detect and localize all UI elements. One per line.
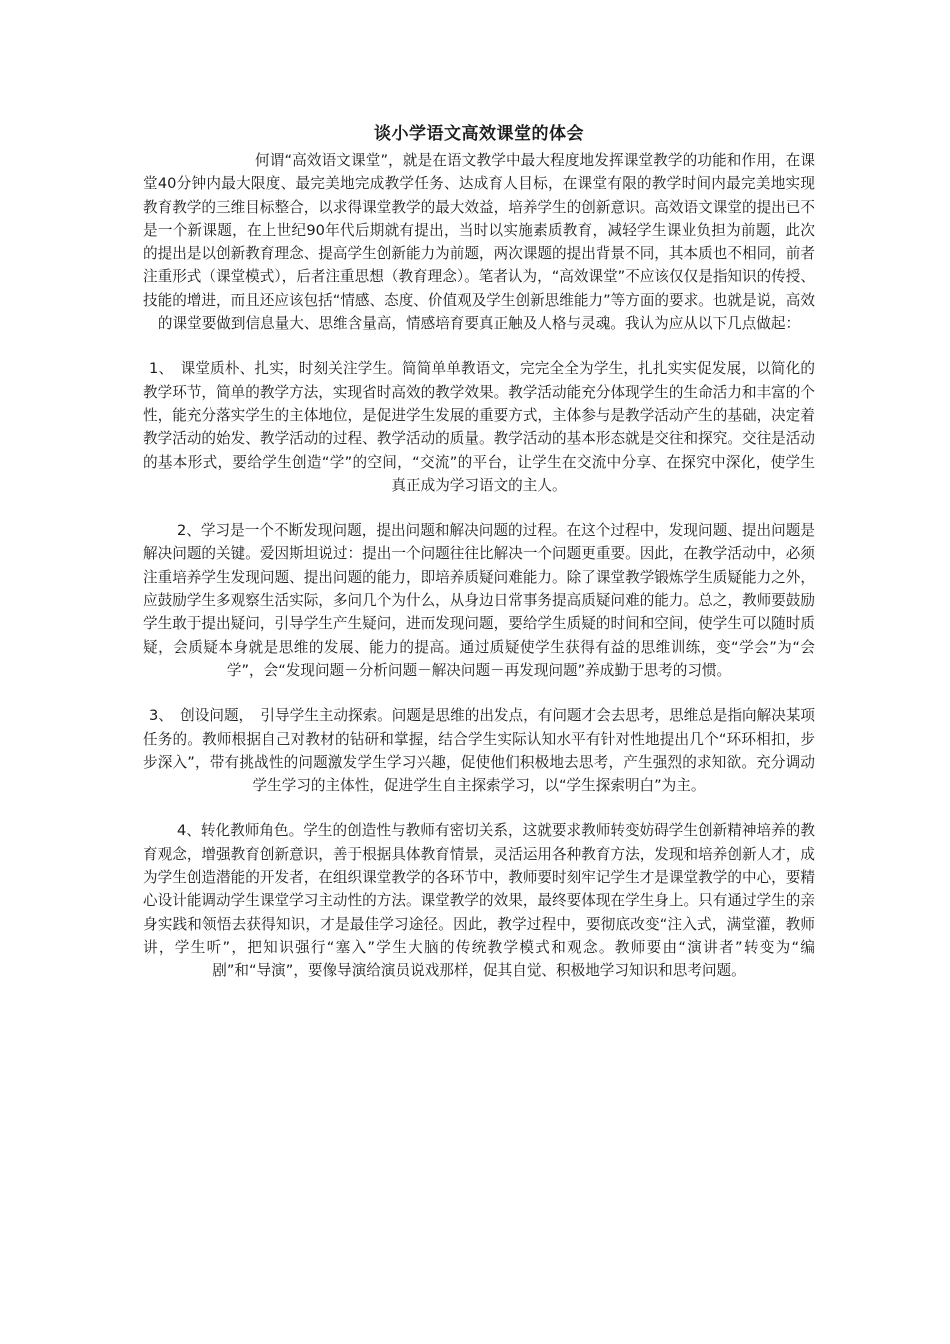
point-3-paragraph: 3、 创设问题， 引导学生主动探索。问题是思维的出发点，有问题才会去思考，思维总是指向解决某项任务的。教师根据自己对教材的钻研和掌握，结合学生实际认知水平有针对性地提出几个“环环相扣，步步深入”，带有挑战性的问题激发学生学习兴趣，促使他们积极地去思考，产生强烈的求知欲。充分调动学生学习的主体性，促进学生自主探索学习，以“学生探索明白”为主。 — [143, 707, 816, 795]
point-2-paragraph: 2、学习是一个不断发现问题，提出问题和解决问题的过程。在这个过程中，发现问题、提出问题是解决问题的关键。爱因斯坦说过：提出一个问题往往比解决一个问题更重要。因此，在教学活动中，必须注重培养学生发现问题、提出问题的能力，即培养质疑问难能力。除了课堂教学锻炼学生质疑能力之外，应鼓励学生多观察生活实际，多问几个为什么，从身边日常事务提高质疑问难的能力。总之，教师要鼓励学生敢于提出疑问，引导学生产生疑问，进而发现问题，要给学生质疑的时间和空间，使学生可以随时质疑，会质疑本身就是思维的发展、能力的提高。通过质疑使学生获得有益的思维训练，变“学会”为“会学”，会“发现问题－分析问题－解决问题－再发现问题”养成勤于思考的习惯。 — [143, 522, 815, 679]
point-4-paragraph: 4、转化教师角色。学生的创造性与教师有密切关系，这就要求教师转变妨碍学生创新精神培养的教育观念，增强教育创新意识，善于根据具体教育情景，灵活运用各种教育方法，发现和培养创新人才，成为学生创造潜能的开发者，在组织课堂教学的各环节中，教师要时刻牢记学生才是课堂教学的中心，要精心设计能调动学生课堂学习主动性的方法。课堂教学的效果，最终要体现在学生身上。只有通过学生的亲身实践和领悟去获得知识，才是最佳学习途径。因此，教学过程中，要彻底改变“注入式，满堂灌，教师讲，学生听”，把知识强行“塞入”学生大脑的传统教学模式和观念。教师要由“演讲者”转变为“编剧”和“导演”，要像导演给演员说戏那样，促其自觉、积极地学习知识和思考问题。 — [143, 822, 815, 980]
intro-paragraph: 何谓“高效语文课堂”，就是在语文教学中最大程度地发挥课堂教学的功能和作用，在课堂40分钟内最大限度、最完美地完成教学任务、达成育人目标，在课堂有限的教学时间内最完美地实现教育教学的三维目标整合，以求得课堂教学的最大效益，培养学生的创新意识。高效语文课堂的提出已不是一个新课题，在上世纪90年代后期就有提出，当时以实施素质教育，减轻学生课业负担为前题，此次的提出是以创新教育理念、提高学生创新能力为前题，两次课题的提出背景不同，其本质也不相同，前者注重形式（课堂模式），后者注重思想（教育理念）。笔者认为，“高效课堂”不应该仅仅是指知识的传授、技能的增进，而且还应该包括“情感、态度、价值观及学生创新思维能力”等方面的要求。也就是说，高效的课堂要做到信息量大、思维含量高，情感培育要真正触及人格与灵魂。我认为应从以下几点做起： — [143, 152, 815, 333]
document-page — [143, 121, 815, 983]
point-1-paragraph: 1、 课堂质朴、扎实，时刻关注学生。简简单单教语文，完完全全为学生，扎扎实实促发展，以简化的教学环节，简单的教学方法，实现省时高效的教学效果。教学活动能充分体现学生的生命活力和丰富的个性，能充分落实学生的主体地位，是促进学生发展的重要方式，主体参与是教学活动产生的基础，决定着教学活动的始发、教学活动的过程、教学活动的质量。教学活动的基本形态就是交往和探究。交往是活动的基本形式，要给学生创造“学”的空间，“交流”的平台，让学生在交流中分享、在探究中深化，使学生真正成为学习语文的主人。 — [143, 360, 815, 494]
document-title: 谈小学语文高效课堂的体会 — [374, 124, 584, 144]
